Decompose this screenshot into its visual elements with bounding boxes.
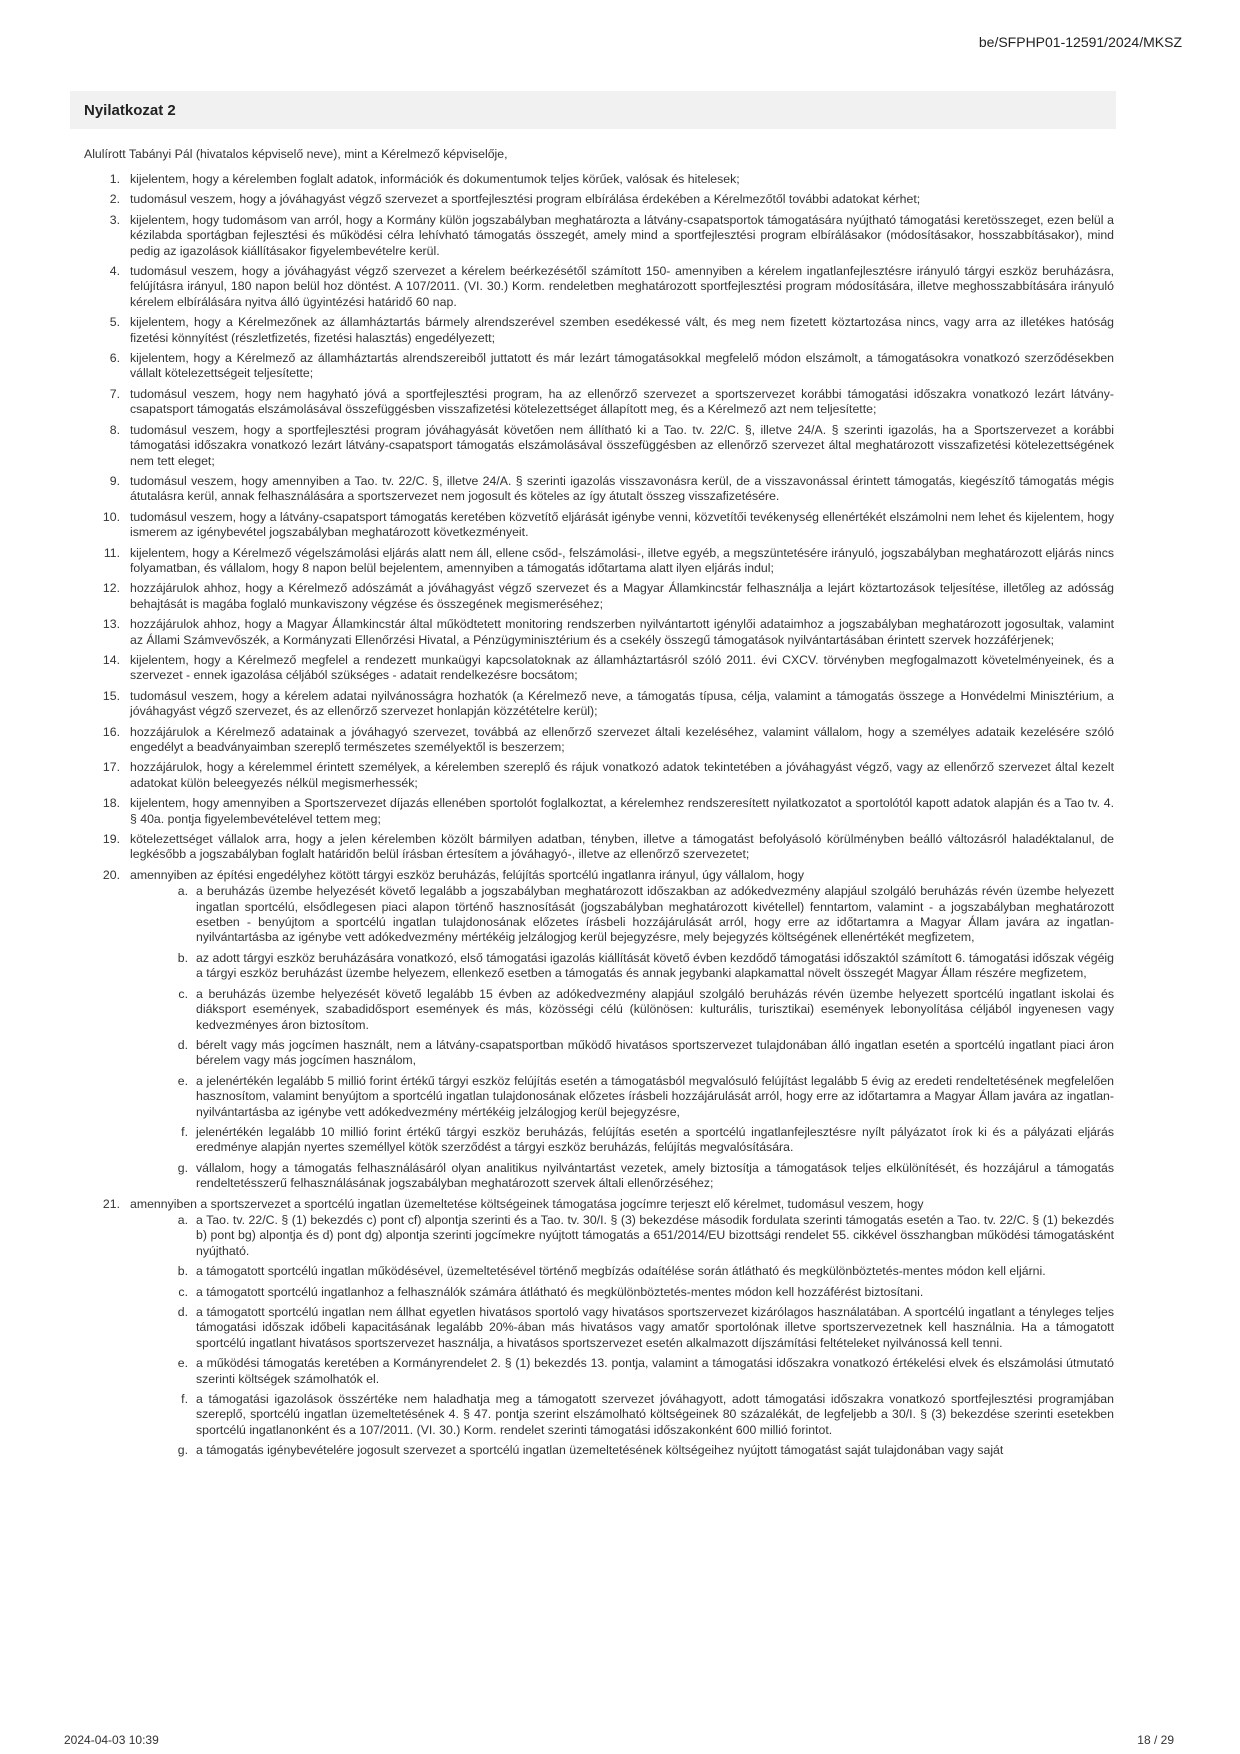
sub-list: [130, 884, 1114, 1191]
sub-item-letter: g.: [177, 1160, 188, 1175]
declaration-item: [84, 423, 1114, 469]
item-text: kijelentem, hogy a Kérelmező végelszámolási eljárás alatt nem áll, ellene csőd-, felszámolási-, illetve egyéb, a megszüntetésére irányuló, jogszabályban meghatározott eljárás nincs folyamatban, és vállalom, hogy 8 napon belül bejelentem, amennyiben a támogatás időtartama alatt ilyen eljárás indul;: [130, 545, 1114, 575]
document-id: be/SFPHP01-12591/2024/MKSZ: [978, 34, 1182, 50]
sub-item: [130, 1038, 1114, 1069]
sub-item-text: vállalom, hogy a támogatás felhasználásáról olyan analitikus nyilvántartást vezetek, amely biztosítja a támogatások teljes elkülönítését, és hozzájárul a támogatás rendeltetésszerű felhasználásának jogszabályban meghatározott szervek általi ellenőrzéséhez;: [196, 1160, 1114, 1191]
intro-text: Alulírott Tabányi Pál (hivatalos képviselő neve), mint a Kérelmező képviselője,: [84, 147, 508, 161]
sub-item-text: a beruházás üzembe helyezését követő legalább 15 évben az adókedvezmény alapjául szolgáló beruházás révén üzembe helyezett sportcélú ingatlant iskolai és diáksport események, szabadidősport események és más, közösségi célú (különösen: kulturális, turisztikai) események lebonyolítása céljából ingyenesen vagy kedvezményes áron biztosítom.: [196, 986, 1114, 1032]
sub-item-letter: d.: [177, 1305, 188, 1319]
declaration-item: [84, 172, 1114, 187]
item-number: 14.: [102, 652, 120, 667]
item-text: hozzájárulok a Kérelmező adatainak a jóváhagyó szervezet, továbbá az ellenőrző szervezet általi kezeléséhez, valamint vállalom, hogy a személyes adataik kezelésére szóló engedélyt a beadványaimban szereplő természetes személyektől is beszerzem;: [130, 724, 1114, 754]
item-number: 11.: [103, 545, 120, 560]
sub-item: [130, 1392, 1114, 1438]
item-text: hozzájárulok, hogy a kérelemmel érintett személyek, a kérelemben szereplő és rájuk vonatkozó adatok tekintetében a jóváhagyást végző, vagy az ellenőrző szervezet által kezelt adatokat külön beleegyezés nélkül megismerhessék;: [130, 760, 1114, 790]
item-number: 17.: [102, 760, 120, 775]
section-title-bar: [70, 91, 1116, 129]
item-number: 20.: [102, 867, 120, 882]
declaration-item: [84, 474, 1114, 505]
declaration-item: [84, 192, 1114, 207]
item-text: hozzájárulok ahhoz, hogy a Magyar Államkincstár által működtetett monitoring rendszerben nyilvántartott igénylői adataimhoz a jogszabályban meghatározott jogosultak, valamint az Állami Számvevőszék, a Kormányzati Ellenőrzési Hivatal, a Pénzügyminisztérium és a csekély összegű támogatások nyilvántartásában érintett szervek hozzáférjenek;: [130, 617, 1114, 647]
declaration-item: [84, 315, 1114, 346]
sub-item-letter: c.: [178, 1284, 188, 1299]
declaration-item: [84, 868, 1114, 1192]
sub-item-text: a beruházás üzembe helyezését követő legalább a jogszabályban meghatározott időszakban az adókedvezmény alapjául szolgáló beruházás révén üzembe helyezett ingatlan sportcélú, elsődlegesen piaci alapon történő hasznosítását (jogszabályban meghatározott kivétellel) fenntartom, valamint - a jogszabályban meghatározott esetben - benyújtom a sportcélú ingatlan tulajdonosának előzetes írásbeli hozzájárulását arról, hogy erre az időtartamra a Magyar Állam javára az ingatlan-nyilvántartásba az igénybe vett adókedvezmény mértékéig jelzálogjog kerül bejegyzésre, mely bejegyzés költségének ellenértékét megfizetem,: [196, 884, 1114, 945]
item-text: tudomásul veszem, hogy a kérelem adatai nyilvánosságra hozhatók (a Kérelmező neve, a támogatás típusa, célja, valamint a támogatás összege a Honvédelmi Minisztérium, a jóváhagyást végző szervezet, és az ellenőrző szervezet honlapján közzétételre kerül);: [130, 688, 1114, 719]
declaration-item: [84, 725, 1114, 756]
sub-item-letter: g.: [177, 1443, 188, 1458]
declaration-item: [84, 617, 1114, 648]
sub-item-text: a támogatott sportcélú ingatlanhoz a felhasználók számára átlátható és megkülönböztetés-mentes módon kell hozzáférést biztosítani.: [196, 1284, 924, 1299]
sub-item: [130, 1285, 1114, 1300]
declaration-item: [84, 832, 1114, 863]
sub-item: [130, 1305, 1114, 1351]
declaration-item: [84, 796, 1114, 827]
sub-item-text: jelenértékén legalább 10 millió forint értékű tárgyi eszköz beruházás, felújítás esetén a sportcélú ingatlanfejlesztésre nyílt pályázatot írok ki és a pályázati eljárás eredménye alapján nyertes személlyel kötök szerződést a tárgyi eszköz beruházás, felújítás megvalósítására.: [196, 1124, 1114, 1155]
sub-item-letter: f.: [181, 1392, 188, 1407]
sub-item: [130, 1356, 1114, 1387]
sub-item-text: a támogatott sportcélú ingatlan működésével, üzemeltetésével történő megbízás odaítélése során átlátható és megkülönböztetés-mentes módon kell eljárni.: [196, 1264, 1046, 1279]
item-text: kijelentem, hogy a kérelemben foglalt adatok, információk és dokumentumok teljes körűek, valósak és hitelesek;: [130, 172, 740, 186]
sub-item-text: a működési támogatás keretében a Kormányrendelet 2. § (1) bekezdés 13. pontja, valamint a támogatási időszakra vonatkozó értékelési elvek és elszámolási útmutató szerinti költségek számolhatók el.: [196, 1356, 1114, 1386]
declaration-item: [84, 351, 1114, 382]
sub-item-text: bérelt vagy más jogcímen használt, nem a látvány-csapatsportban működő hivatásos sportszervezet tulajdonában álló ingatlan esetén a sportcélú ingatlant piaci áron bérelem vagy más jogcímen használom,: [196, 1037, 1114, 1068]
sub-item: [130, 1074, 1114, 1120]
item-text: amennyiben az építési engedélyhez kötött tárgyi eszköz beruházás, felújítás sportcélú ingatlanra irányul, úgy vállalom, hogy: [130, 867, 804, 882]
item-text: amennyiben a sportszervezet a sportcélú ingatlan üzemeltetése költségeinek támogatása jogcímre terjeszt elő kérelmet, tudomásul veszem, hogy: [130, 1196, 924, 1211]
sub-item: [130, 1161, 1114, 1192]
item-text: kijelentem, hogy amennyiben a Sportszervezet díjazás ellenében sportolót foglalkoztat, a kérelemhez rendszeresített nyilatkozatot a sportolótól kapott adatok alapján és a Tao tv. 4. § 40a. pontja figyelembevételével tettem meg;: [130, 796, 1114, 826]
sub-item-letter: a.: [177, 1212, 188, 1227]
item-text: kijelentem, hogy a Kérelmező megfelel a rendezett munkaügyi kapcsolatoknak az államháztartásról szóló 2011. évi CXCV. törvényben megfogalmazott követelményeinek, és a szervezet - ennek igazolása céljából szükséges - adatait rendelkezésre bocsátom;: [130, 652, 1114, 683]
item-text: tudomásul veszem, hogy amennyiben a Tao. tv. 22/C. §, illetve 24/A. § szerinti igazolás visszavonásra kerül, de a visszavonással érintett támogatás, kiegészítő támogatás mégis átutalásra kerül, annak felhasználására a sportszervezet nem jogosult és köteles az így átutalt összeg visszafizetésére.: [130, 473, 1114, 504]
declaration-item: [84, 760, 1114, 791]
item-text: kijelentem, hogy a Kérelmezőnek az államháztartás bármely alrendszerével szemben esedékessé vált, és meg nem fizetett köztartozása nincs, vagy arra az illetékes hatóság fizetési könnyítést (részletfizetés, fizetési halasztás) engedélyezett;: [130, 315, 1114, 345]
sub-item-text: a támogatott sportcélú ingatlan nem állhat egyetlen hivatásos sportoló vagy hivatásos sportszervezet kizárólagos használatában. A sportcélú ingatlant a tényleges teljes támogatási időszak időbeli kapacitásának legalább 20%-ában más hivatásos vagy amatőr sportolónak illetve sportszervezetnek kell használnia. Ha a támogatott sportcélú ingatlant hivatásos sportszervezet használja, a hivatásos sportszervezet esetén alkalmazott díjszámítási feltételeket nyilvánossá kell tenni.: [196, 1305, 1114, 1350]
sub-item: [130, 987, 1114, 1033]
sub-item-letter: d.: [177, 1037, 188, 1052]
sub-item-letter: f.: [181, 1124, 188, 1139]
sub-item-letter: e.: [177, 1356, 188, 1371]
sub-item: [130, 1264, 1114, 1279]
item-number: 13.: [102, 617, 120, 632]
item-text: tudomásul veszem, hogy a sportfejlesztési program jóváhagyását követően nem állítható ki a Tao. tv. 22/C. §, illetve 24/A. § szerinti igazolás, ha a Sportszervezet a korábbi támogatási időszakra vonatkozó lezárt látvány-csapatsport támogatás elszámolásával összefüggésben az ellenőrző szervezet által meghatározott visszafizetési kötelezettségének nem tett eleget;: [130, 422, 1114, 468]
item-text: tudomásul veszem, hogy a jóváhagyást végző szervezet a kérelem beérkezésétől számított 150- amennyiben a kérelem ingatlanfejlesztésre irányuló tárgyi eszköz beruházásra, felújításra irányul, 180 napon belül hoz döntést. A 107/2011. (VI. 30.) Korm. rendeletben meghatározott sportfejlesztési program módosítására, illetve meghosszabbítására irányuló kérelem elbírálására nyitva álló ügyintézési határidő 60 nap.: [130, 264, 1114, 309]
sub-item-letter: e.: [177, 1073, 188, 1088]
declaration-list: [84, 172, 1114, 1464]
footer-timestamp: 2024-04-03 10:39: [64, 1733, 159, 1747]
item-text: tudomásul veszem, hogy a jóváhagyást végző szervezet a sportfejlesztési program elbírálása érdekében a Kérelmezőtől további adatokat kérhet;: [130, 192, 921, 207]
item-number: 15.: [102, 688, 120, 703]
declaration-item: [84, 1197, 1114, 1459]
page-number: 18 / 29: [1137, 1733, 1174, 1747]
declaration-item: [84, 510, 1114, 541]
sub-item-text: a jelenértékén legalább 5 millió forint értékű tárgyi eszköz felújítás esetén a támogatásból megvalósuló felújítást legalább 5 évig az eredeti rendeltetésének megfelelően hasznosítom, valamint benyújtom a sportcélú ingatlan tulajdonosának előzetes írásbeli hozzájárulását arról, hogy erre az időtartamra a Magyar Állam javára az ingatlan-nyilvántartásba az igénybe vett adókedvezmény mértékéig jelzálogjog kerül bejegyzésre,: [196, 1073, 1114, 1119]
sub-item: [130, 884, 1114, 946]
sub-item: [130, 951, 1114, 982]
sub-item: [130, 1443, 1114, 1458]
item-text: kötelezettséget vállalok arra, hogy a jelen kérelemben közölt bármilyen adatban, tényben, illetve a támogatást befolyásoló körülményben beálló változásról haladéktalanul, de legkésőbb a jogszabályban foglalt határidőn belül írásban értesítem a jóváhagyó-, illetve az ellenőrző szervezetet;: [130, 832, 1114, 862]
item-number: 6.: [109, 351, 120, 366]
item-number: 18.: [102, 796, 120, 811]
item-number: 3.: [109, 212, 120, 227]
item-number: 8.: [109, 422, 120, 437]
declaration-item: [84, 213, 1114, 259]
sub-item-text: a támogatási igazolások összértéke nem haladhatja meg a támogatott szervezet jóváhagyott, adott támogatási időszakra vonatkozó sportfejlesztési programjában szereplő, sportcélú ingatlan üzemeltetésének 4. § 47. pontja szerint elszámolható költségeinek 80 százalékát, de legfeljebb a 30/I. § (3) bekezdése szerinti esetekben sportcélú ingatlanonként és a 107/2011. (VI. 30.) Korm. rendelet szerinti támogatási időszakonként 600 millió forintot.: [196, 1392, 1114, 1437]
item-number: 16.: [102, 724, 120, 739]
declaration-item: [84, 546, 1114, 577]
item-number: 5.: [109, 315, 120, 330]
sub-item: [130, 1213, 1114, 1259]
declaration-item: [84, 387, 1114, 418]
item-text: hozzájárulok ahhoz, hogy a Kérelmező adószámát a jóváhagyást végző szervezet és a Magyar Államkincstár felhasználja a lejárt köztartozások teljesítése, illetőleg az adósság behajtását is magába foglaló munkaviszony végzése és összegének megismeréséhez;: [130, 581, 1114, 611]
item-number: 7.: [109, 386, 120, 401]
item-text: kijelentem, hogy tudomásom van arról, hogy a Kormány külön jogszabályban meghatározta a látvány-csapatsportok támogatására nyújtható támogatási keretösszeget, ezen belül a kézilabda sportágban fejlesztési és működési célra lehívható támogatás összegét, amely mind a sportfejlesztési program elbírálásakor (módosításakor, hosszabbításakor), mind pedig az igazolások kiállításakor figyelembevételre kerül.: [130, 212, 1114, 258]
item-text: tudomásul veszem, hogy nem hagyható jóvá a sportfejlesztési program, ha az ellenőrző szervezet a sportszervezet korábbi támogatási időszakra vonatkozó lezárt látvány-csapatsport támogatás elszámolásával összefüggésben visszafizetési kötelezettséget állapított meg, és a Kérelmező azt nem teljesítette;: [130, 386, 1114, 417]
sub-item-text: a Tao. tv. 22/C. § (1) bekezdés c) pont cf) alpontja szerinti és a Tao. tv. 30/I. § (3) bekezdése második fordulata szerinti támogatás esetén a Tao. tv. 22/C. § (1) bekezdés b) pont bg) alpontja és d) pont dg) alpontja szerinti jogcímekre nyújtott támogatás a 651/2014/EU bizottsági rendelet 55. cikkével összhangban működési támogatásként nyújtható.: [196, 1212, 1114, 1258]
item-text: kijelentem, hogy a Kérelmező az államháztartás alrendszereiből juttatott és már lezárt támogatásokkal megfelelő módon elszámolt, a támogatásokra vonatkozó szerződésekben vállalt kötelezettségeit teljesítette;: [130, 351, 1114, 381]
sub-item-letter: c.: [178, 986, 188, 1001]
sub-item-text: a támogatás igénybevételére jogosult szervezet a sportcélú ingatlan üzemeltetésének költségeihez nyújtott támogatást saját tulajdonában vagy saját: [196, 1443, 1004, 1458]
sub-item-letter: a.: [177, 884, 188, 899]
declaration-item: [84, 689, 1114, 720]
item-number: 9.: [109, 473, 120, 488]
item-number: 1.: [109, 172, 120, 186]
sub-item-letter: b.: [177, 950, 188, 965]
item-number: 2.: [109, 192, 120, 207]
item-number: 10.: [102, 509, 120, 524]
sub-item-text: az adott tárgyi eszköz beruházására vonatkozó, első támogatási igazolás kiállítását követő évben kezdődő támogatási időszaktól számított 6. támogatási időszak végéig a tárgyi eszköz beruházást üzembe helyezem, ellenkező esetben a támogatás és annak jegybanki alapkamattal növelt összegét Magyar Állam részére megfizetem,: [196, 950, 1114, 981]
item-number: 21.: [102, 1196, 120, 1211]
sub-item-letter: b.: [177, 1264, 188, 1279]
declaration-item: [84, 264, 1114, 310]
sub-list: [130, 1213, 1114, 1459]
item-number: 12.: [102, 581, 120, 596]
declaration-item: [84, 581, 1114, 612]
item-number: 4.: [109, 264, 120, 279]
item-text: tudomásul veszem, hogy a látvány-csapatsport támogatás keretében közvetítő eljárását igénybe venni, közvetítői tevékenység ellenértékét elszámolni nem lehet és kijelentem, hogy ismerem az igénybevétel jogszabályban meghatározott következményeit.: [130, 509, 1114, 540]
item-number: 19.: [102, 832, 120, 847]
sub-item: [130, 1125, 1114, 1156]
section-title: Nyilatkozat 2: [84, 101, 176, 119]
declaration-item: [84, 653, 1114, 684]
